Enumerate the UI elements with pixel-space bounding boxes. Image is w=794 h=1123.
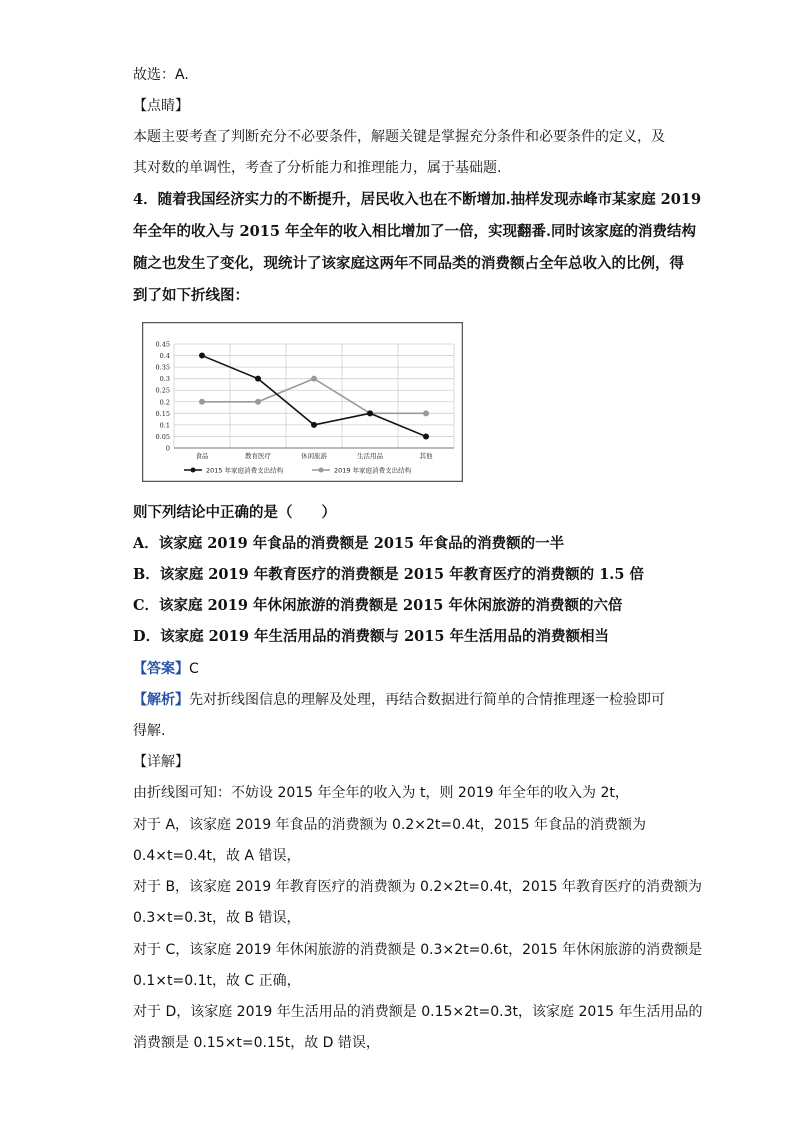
x-tick-label: 食品 — [195, 452, 209, 460]
text-line: 得解. — [133, 723, 166, 739]
y-tick-label: 0.2 — [159, 398, 170, 407]
y-tick-label: 0.25 — [155, 386, 170, 395]
answer-value: C — [189, 661, 199, 677]
text-line: 对于 A，该家庭 2019 年食品的消费额为 0.2×2t=0.4t，2015 年食品的消费额为 — [133, 817, 646, 833]
answer-row — [133, 659, 199, 679]
y-tick-label: 0.45 — [155, 340, 170, 349]
text-line: 消费额是 0.15×t=0.15t，故 D 错误， — [133, 1035, 380, 1051]
text-line: 其对数的单调性，考查了分析能力和推理能力，属于基础题. — [133, 160, 502, 176]
text-line: 对于 B，该家庭 2019 年教育医疗的消费额为 0.2×2t=0.4t，2015 年教育医疗的消费额为 — [133, 879, 702, 895]
x-tick-label: 其他 — [419, 452, 433, 460]
text-line: 0.4×t=0.4t，故 A 错误， — [133, 848, 301, 864]
data-point — [311, 376, 317, 382]
question-text: 到了如下折线图： — [133, 287, 249, 304]
data-point — [255, 376, 261, 382]
x-tick-label: 教育医疗 — [245, 452, 271, 460]
x-tick-label: 休闲旅游 — [301, 452, 327, 460]
analysis-row — [133, 690, 665, 710]
legend-label: 2019 年家庭消费支出结构 — [334, 466, 412, 475]
data-point — [367, 410, 373, 416]
y-tick-label: 0 — [165, 444, 170, 453]
data-point — [199, 399, 205, 405]
text-line: 0.3×t=0.3t，故 B 错误， — [133, 910, 301, 926]
data-point — [311, 422, 317, 428]
section-header-dianjing: 【点睛】 — [133, 98, 189, 114]
option-c: C．该家庭 2019 年休闲旅游的消费额是 2015 年休闲旅游的消费额的六倍 — [133, 597, 623, 614]
y-tick-label: 0.4 — [159, 352, 170, 361]
text-line: 故选：A. — [133, 67, 189, 83]
data-point — [423, 410, 429, 416]
option-a: A．该家庭 2019 年食品的消费额是 2015 年食品的消费额的一半 — [133, 535, 565, 552]
y-tick-label: 0.05 — [155, 432, 170, 441]
y-tick-label: 0.3 — [159, 375, 170, 384]
y-tick-label: 0.15 — [155, 409, 170, 418]
question-text: 年全年的收入与 2015 年全年的收入相比增加了一倍，实现翻番.同时该家庭的消费结构 — [133, 223, 696, 240]
line-chart — [142, 322, 463, 482]
data-point — [423, 433, 429, 439]
question-text: 4．随着我国经济实力的不断提升，居民收入也在不断增加.抽样发现赤峰市某家庭 2019 — [133, 191, 702, 208]
text-line: 对于 D，该家庭 2019 年生活用品的消费额是 0.15×2t=0.3t，该家庭 2015 年生活用品的 — [133, 1004, 703, 1020]
option-d: D．该家庭 2019 年生活用品的消费额与 2015 年生活用品的消费额相当 — [133, 628, 609, 645]
legend-marker — [191, 468, 196, 473]
data-point — [255, 399, 261, 405]
text-line: 对于 C，该家庭 2019 年休闲旅游的消费额是 0.3×2t=0.6t，2015 年休闲旅游的消费额是 — [133, 942, 703, 958]
x-tick-label: 生活用品 — [357, 452, 383, 460]
data-point — [199, 353, 205, 359]
option-b: B．该家庭 2019 年教育医疗的消费额是 2015 年教育医疗的消费额的 1.5 倍 — [133, 566, 644, 583]
text-line: 由折线图可知：不妨设 2015 年全年的收入为 t，则 2019 年全年的收入为 2t， — [133, 785, 629, 801]
text-line: 0.1×t=0.1t，故 C 正确， — [133, 973, 301, 989]
legend-marker — [319, 468, 324, 473]
analysis-text: 先对折线图信息的理解及处理，再结合数据进行简单的合情推理逐一检验即可 — [189, 692, 665, 708]
text-line: 本题主要考查了判断充分不必要条件，解题关键是掌握充分条件和必要条件的定义，及 — [133, 129, 665, 145]
detail-label: 【详解】 — [133, 754, 189, 770]
question-prompt: 则下列结论中正确的是（ ） — [133, 504, 336, 521]
legend-label: 2015 年家庭消费支出结构 — [206, 466, 284, 475]
y-tick-label: 0.1 — [159, 421, 170, 430]
y-tick-label: 0.35 — [155, 363, 170, 372]
answer-label: 【答案】 — [133, 661, 189, 677]
analysis-label: 【解析】 — [133, 692, 189, 708]
question-text: 随之也发生了变化，现统计了该家庭这两年不同品类的消费额占全年总收入的比例，得 — [133, 255, 684, 272]
